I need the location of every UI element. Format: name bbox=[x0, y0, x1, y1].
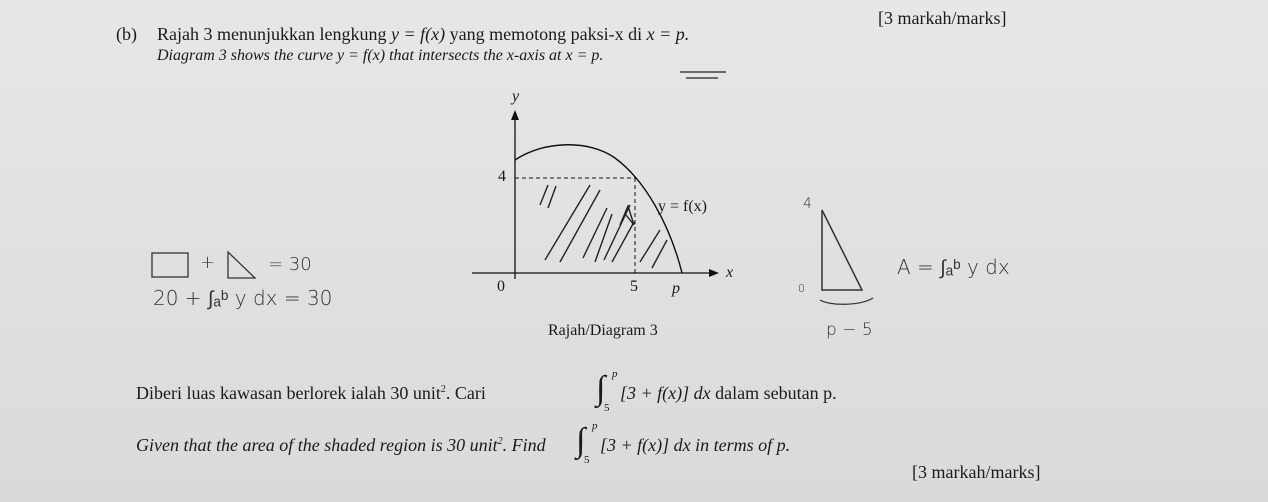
handwritten-plus: + bbox=[200, 252, 216, 273]
upper-limit-english: p bbox=[592, 420, 598, 432]
x-axis-label: x bbox=[726, 264, 734, 281]
origin-label: 0 bbox=[497, 278, 505, 295]
integrand-malay: [3 + f(x)] dx dalam sebutan p. bbox=[620, 383, 837, 403]
handwritten-eq-30: = 30 bbox=[268, 254, 312, 275]
x-tick-p: p bbox=[672, 280, 680, 297]
area-formula: A = ∫ₐᵇ y dx bbox=[897, 255, 1010, 279]
given-malay: Diberi luas kawasan berlorek ialah 30 unit$^2$. Cari bbox=[136, 383, 486, 403]
part-label: (b) bbox=[116, 24, 137, 44]
lower-limit-english: 5 bbox=[584, 454, 590, 466]
curve-label: y = f(x) bbox=[658, 198, 708, 215]
given-english: Given that the area of the shaded region is 30 unit$^2$. Find bbox=[136, 435, 546, 455]
diagram-caption: Rajah/Diagram 3 bbox=[548, 322, 658, 339]
marks-bottom: [3 markah/marks] bbox=[912, 462, 1041, 482]
upper-limit-malay: p bbox=[612, 368, 618, 380]
shaded-region bbox=[540, 185, 667, 268]
lower-limit-malay: 5 bbox=[604, 402, 610, 414]
marks-top: [3 markah/marks] bbox=[878, 8, 1007, 28]
integral-sign-english: ∫ bbox=[576, 422, 586, 459]
handwritten-equation: 20 + ∫ₐᵇ y dx = 30 bbox=[153, 286, 333, 310]
x-tick-5: 5 bbox=[630, 278, 638, 295]
triangle-height: 4 bbox=[803, 196, 812, 212]
triangle-origin: 0 bbox=[798, 282, 805, 295]
integrand-english: [3 + f(x)] dx in terms of p. bbox=[600, 435, 791, 455]
y-axis-label: y bbox=[512, 88, 520, 105]
question-malay: Rajah 3 menunjukkan lengkung y = f(x) yang memotong paksi-x di x = p. bbox=[157, 24, 690, 44]
question-english: Diagram 3 shows the curve y = f(x) that intersects the x-axis at x = p. bbox=[157, 47, 604, 64]
y-tick-4: 4 bbox=[498, 168, 506, 185]
triangle-base: p − 5 bbox=[826, 320, 873, 340]
integral-sign-malay: ∫ bbox=[596, 370, 606, 407]
